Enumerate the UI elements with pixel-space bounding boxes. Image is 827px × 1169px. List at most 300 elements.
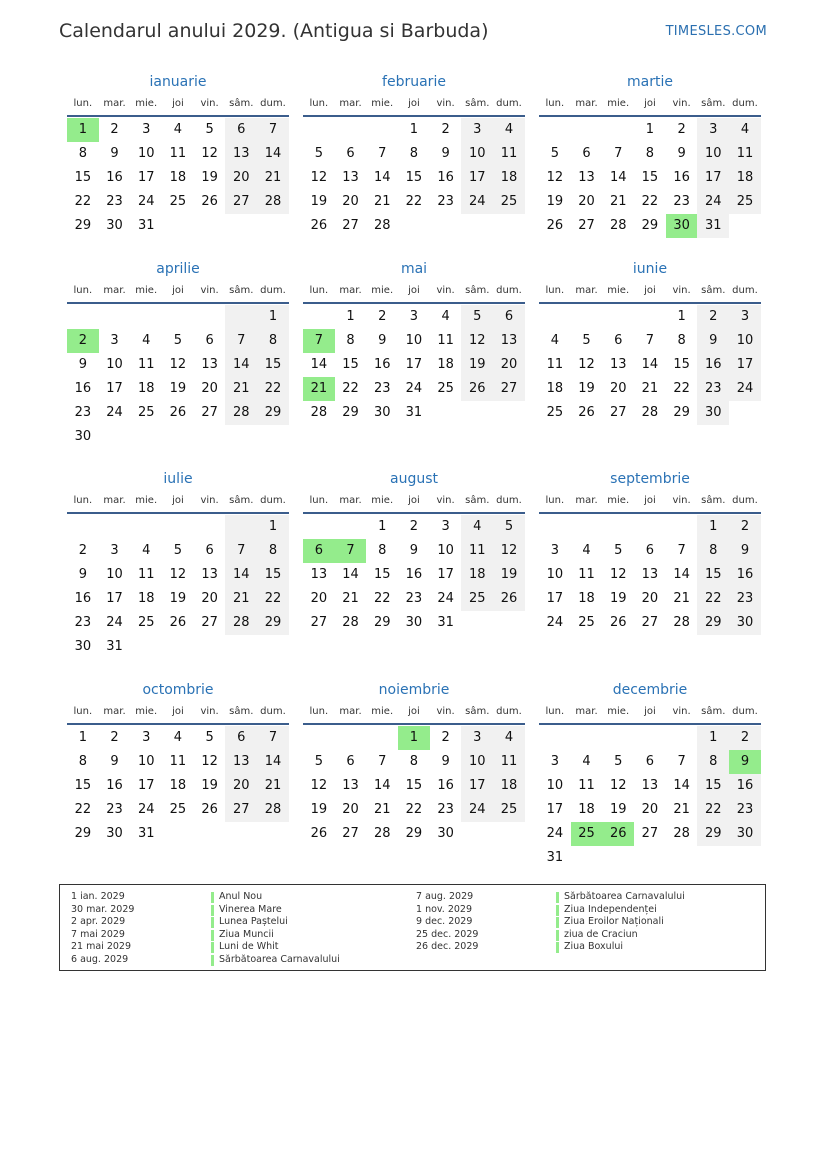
day-cell: 27 xyxy=(578,218,595,233)
day-cell: 25 xyxy=(493,798,525,822)
day-grid xyxy=(303,515,525,635)
day-cell: 6 xyxy=(582,146,591,161)
month-name: august xyxy=(390,471,438,487)
weekday-label: mie. xyxy=(371,285,394,296)
empty-cell xyxy=(571,305,603,329)
day-cell: 22 xyxy=(373,591,391,606)
holiday-day: 2 xyxy=(67,329,99,353)
weekday-label: mar. xyxy=(339,495,362,506)
day-cell: 21 xyxy=(673,802,690,817)
day-cell: 20 xyxy=(641,591,659,606)
weekday-label: lun. xyxy=(309,706,329,717)
empty-cell xyxy=(366,118,398,142)
weekday-label: vin. xyxy=(200,98,219,109)
day-cell: 8 xyxy=(697,539,729,563)
day-cell: 3 xyxy=(409,309,419,324)
day-cell: 8 xyxy=(78,754,87,769)
holiday-day: 26 xyxy=(602,822,634,846)
day-cell: 19 xyxy=(493,563,525,587)
day-cell: 20 xyxy=(310,591,328,606)
day-cell: 9 xyxy=(78,567,87,582)
day-cell: 10 xyxy=(546,567,564,582)
weekday-label: mar. xyxy=(103,285,126,296)
day-cell: 25 xyxy=(169,194,187,209)
day-cell: 10 xyxy=(137,146,155,161)
day-cell: 29 xyxy=(641,218,659,233)
day-cell: 16 xyxy=(373,357,391,372)
day-cell: 28 xyxy=(225,611,257,635)
weekday-label: mar. xyxy=(339,285,362,296)
day-cell: 11 xyxy=(578,778,595,793)
day-cell: 26 xyxy=(609,615,627,630)
weekday-label: joi xyxy=(172,706,184,717)
weekday-label: mie. xyxy=(371,98,394,109)
day-cell: 7 xyxy=(378,754,387,769)
day-cell: 19 xyxy=(310,194,328,209)
day-cell: 12 xyxy=(609,778,627,793)
day-cell: 13 xyxy=(225,142,257,166)
day-cell: 24 xyxy=(137,802,155,817)
day-cell: 9 xyxy=(78,357,87,372)
day-cell: 4 xyxy=(582,543,591,558)
day-cell: 31 xyxy=(137,218,155,233)
day-cell: 25 xyxy=(437,381,454,396)
day-cell: 31 xyxy=(137,826,155,841)
day-cell: 4 xyxy=(173,122,183,137)
day-cell: 6 xyxy=(205,333,214,348)
day-cell: 8 xyxy=(78,146,87,161)
day-cell: 20 xyxy=(578,194,595,209)
day-cell: 29 xyxy=(405,826,423,841)
weekday-label: joi xyxy=(172,98,184,109)
day-cell: 25 xyxy=(137,615,155,630)
weekday-label: sâm. xyxy=(465,495,490,506)
day-cell: 9 xyxy=(677,146,686,161)
day-cell: 27 xyxy=(201,405,218,420)
day-cell: 22 xyxy=(257,587,289,611)
empty-cell xyxy=(162,515,194,539)
day-cell: 11 xyxy=(729,142,761,166)
day-cell: 7 xyxy=(677,543,686,558)
weekday-label: joi xyxy=(644,495,656,506)
day-cell: 14 xyxy=(257,142,289,166)
legend-date: 21 mai 2029 xyxy=(71,941,132,953)
empty-cell xyxy=(99,305,131,329)
day-cell: 27 xyxy=(609,405,627,420)
day-cell: 18 xyxy=(729,166,761,190)
day-cell: 7 xyxy=(677,754,686,769)
weekday-header xyxy=(67,701,289,725)
day-cell: 26 xyxy=(310,218,328,233)
day-cell: 11 xyxy=(137,567,155,582)
day-cell: 31 xyxy=(697,214,729,238)
day-cell: 2 xyxy=(409,519,419,534)
weekday-header xyxy=(303,93,525,117)
day-cell: 21 xyxy=(257,774,289,798)
legend-holiday-name: Luni de Whit xyxy=(219,941,279,953)
legend-holiday-name: Vinerea Mare xyxy=(219,903,282,915)
month-octombrie xyxy=(67,679,289,846)
weekday-label: lun. xyxy=(545,495,565,506)
day-cell: 16 xyxy=(405,567,423,582)
day-cell: 6 xyxy=(614,333,623,348)
weekday-label: sâm. xyxy=(701,285,726,296)
legend-date: 7 aug. 2029 xyxy=(416,891,474,902)
day-cell: 8 xyxy=(378,543,387,558)
day-cell: 15 xyxy=(74,170,92,185)
day-cell: 18 xyxy=(493,166,525,190)
legend-color-marker xyxy=(211,955,214,966)
weekday-label: lun. xyxy=(73,495,93,506)
holiday-day: 9 xyxy=(729,750,761,774)
empty-cell xyxy=(666,726,698,750)
empty-cell xyxy=(634,726,666,750)
day-cell: 26 xyxy=(201,194,218,209)
month-aprilie xyxy=(67,258,289,449)
day-cell: 19 xyxy=(609,802,627,817)
day-cell: 23 xyxy=(673,194,690,209)
day-cell: 10 xyxy=(405,333,423,348)
legend-holiday-name: Ziua Independenței xyxy=(564,903,657,915)
day-cell: 4 xyxy=(441,309,450,324)
legend-color-marker xyxy=(556,930,559,941)
day-cell: 25 xyxy=(546,405,564,420)
day-cell: 27 xyxy=(310,615,328,630)
weekday-label: lun. xyxy=(73,98,93,109)
month-noiembrie xyxy=(303,679,525,846)
day-cell: 2 xyxy=(729,726,761,750)
brand-link[interactable]: TIMESLES.COM xyxy=(665,24,767,39)
day-cell: 16 xyxy=(673,170,690,185)
day-cell: 2 xyxy=(697,305,729,329)
day-cell: 12 xyxy=(310,170,328,185)
day-cell: 4 xyxy=(142,333,151,348)
day-cell: 9 xyxy=(441,754,450,769)
day-cell: 28 xyxy=(225,401,257,425)
day-cell: 4 xyxy=(493,726,525,750)
weekday-label: mar. xyxy=(575,495,598,506)
day-cell: 24 xyxy=(106,615,123,630)
day-cell: 1 xyxy=(78,730,87,745)
day-cell: 29 xyxy=(257,611,289,635)
day-cell: 7 xyxy=(257,118,289,142)
day-grid xyxy=(539,305,761,425)
weekday-label: mie. xyxy=(371,706,394,717)
day-cell: 2 xyxy=(378,309,387,324)
empty-cell xyxy=(602,515,634,539)
day-cell: 16 xyxy=(729,774,761,798)
month-august xyxy=(303,468,525,635)
weekday-label: dum. xyxy=(732,98,758,109)
day-cell: 14 xyxy=(257,750,289,774)
day-cell: 17 xyxy=(437,567,454,582)
weekday-header xyxy=(67,280,289,304)
weekday-label: lun. xyxy=(545,98,565,109)
holiday-day: 7 xyxy=(303,329,335,353)
day-cell: 6 xyxy=(645,754,655,769)
day-cell: 3 xyxy=(110,333,119,348)
day-cell: 29 xyxy=(74,826,92,841)
weekday-label: mie. xyxy=(371,495,394,506)
day-cell: 30 xyxy=(729,611,761,635)
day-cell: 5 xyxy=(461,305,493,329)
day-cell: 30 xyxy=(437,826,454,841)
day-cell: 20 xyxy=(201,591,218,606)
month-februarie xyxy=(303,71,525,238)
day-cell: 17 xyxy=(106,591,123,606)
weekday-label: dum. xyxy=(732,706,758,717)
day-cell: 11 xyxy=(493,142,525,166)
day-cell: 12 xyxy=(609,567,627,582)
day-cell: 9 xyxy=(378,333,387,348)
day-cell: 6 xyxy=(205,543,214,558)
legend-holiday-name: Anul Nou xyxy=(219,891,263,902)
day-cell: 8 xyxy=(346,333,355,348)
month-name: mai xyxy=(400,261,428,277)
day-cell: 22 xyxy=(257,377,289,401)
day-cell: 5 xyxy=(205,122,214,137)
weekday-label: mie. xyxy=(607,495,630,506)
legend-date: 9 dec. 2029 xyxy=(416,916,473,928)
empty-cell xyxy=(225,515,257,539)
month-name: decembrie xyxy=(612,682,688,698)
day-cell: 24 xyxy=(106,405,123,420)
day-grid xyxy=(67,305,289,449)
day-cell: 1 xyxy=(645,122,655,137)
day-cell: 11 xyxy=(169,146,187,161)
month-name: iulie xyxy=(163,471,193,487)
day-cell: 23 xyxy=(74,405,92,420)
day-cell: 17 xyxy=(461,774,493,798)
page-title: Calendarul anului 2029. (Antigua si Barbuda) xyxy=(59,20,489,42)
weekday-label: sâm. xyxy=(229,285,254,296)
day-cell: 9 xyxy=(110,754,119,769)
day-cell: 20 xyxy=(225,774,257,798)
legend-color-marker xyxy=(211,942,214,953)
weekday-label: joi xyxy=(172,285,184,296)
day-cell: 10 xyxy=(697,142,729,166)
day-cell: 12 xyxy=(169,357,187,372)
day-cell: 25 xyxy=(137,405,155,420)
day-cell: 3 xyxy=(461,726,493,750)
day-cell: 5 xyxy=(493,515,525,539)
day-cell: 28 xyxy=(257,190,289,214)
weekday-label: vin. xyxy=(436,495,455,506)
day-cell: 15 xyxy=(697,563,729,587)
day-cell: 30 xyxy=(697,401,729,425)
empty-cell xyxy=(666,515,698,539)
empty-cell xyxy=(67,305,99,329)
day-cell: 20 xyxy=(342,194,359,209)
day-cell: 14 xyxy=(225,563,257,587)
day-cell: 23 xyxy=(697,377,729,401)
day-cell: 25 xyxy=(169,802,187,817)
empty-cell xyxy=(634,515,666,539)
day-cell: 22 xyxy=(405,802,423,817)
day-cell: 16 xyxy=(729,563,761,587)
empty-cell xyxy=(571,515,603,539)
day-cell: 6 xyxy=(225,726,257,750)
day-cell: 4 xyxy=(550,333,559,348)
day-cell: 2 xyxy=(729,515,761,539)
day-cell: 14 xyxy=(373,778,391,793)
day-cell: 15 xyxy=(373,567,391,582)
day-cell: 10 xyxy=(461,750,493,774)
weekday-label: mar. xyxy=(339,706,362,717)
weekday-label: vin. xyxy=(436,285,455,296)
day-cell: 20 xyxy=(609,381,627,396)
day-cell: 24 xyxy=(461,190,493,214)
day-cell: 21 xyxy=(373,802,391,817)
day-cell: 27 xyxy=(641,826,659,841)
empty-cell xyxy=(130,515,162,539)
weekday-label: dum. xyxy=(732,495,758,506)
day-grid xyxy=(67,118,289,238)
weekday-label: lun. xyxy=(73,285,93,296)
weekday-label: dum. xyxy=(732,285,758,296)
weekday-label: dum. xyxy=(496,98,522,109)
day-cell: 17 xyxy=(546,591,564,606)
weekday-label: mie. xyxy=(135,285,158,296)
day-cell: 26 xyxy=(546,218,564,233)
day-cell: 11 xyxy=(493,750,525,774)
month-iulie xyxy=(67,468,289,659)
day-cell: 5 xyxy=(314,754,323,769)
weekday-label: vin. xyxy=(672,495,691,506)
weekday-label: joi xyxy=(408,285,420,296)
weekday-label: mar. xyxy=(103,495,126,506)
day-cell: 25 xyxy=(493,190,525,214)
weekday-label: lun. xyxy=(309,285,329,296)
holiday-day: 1 xyxy=(67,118,99,142)
legend-date: 7 mai 2029 xyxy=(71,928,125,940)
weekday-label: mar. xyxy=(103,98,126,109)
weekday-label: joi xyxy=(172,495,184,506)
weekday-label: vin. xyxy=(672,285,691,296)
day-cell: 8 xyxy=(677,333,686,348)
day-cell: 12 xyxy=(578,357,595,372)
day-cell: 28 xyxy=(373,218,391,233)
day-cell: 15 xyxy=(641,170,659,185)
day-cell: 19 xyxy=(169,591,187,606)
day-cell: 5 xyxy=(550,146,559,161)
day-cell: 19 xyxy=(201,170,218,185)
weekday-label: dum. xyxy=(496,495,522,506)
month-name: septembrie xyxy=(610,471,690,487)
month-mai xyxy=(303,258,525,425)
day-cell: 6 xyxy=(346,754,355,769)
day-cell: 28 xyxy=(641,405,659,420)
day-cell: 22 xyxy=(697,798,729,822)
day-cell: 22 xyxy=(673,381,690,396)
day-cell: 27 xyxy=(493,377,525,401)
day-cell: 5 xyxy=(205,730,214,745)
day-cell: 2 xyxy=(441,122,450,137)
day-cell: 14 xyxy=(673,778,690,793)
day-cell: 7 xyxy=(645,333,655,348)
day-cell: 21 xyxy=(373,194,391,209)
day-cell: 10 xyxy=(106,567,123,582)
day-cell: 2 xyxy=(110,122,119,137)
day-cell: 17 xyxy=(546,802,564,817)
weekday-label: mar. xyxy=(339,98,362,109)
day-cell: 31 xyxy=(437,615,454,630)
day-cell: 18 xyxy=(137,381,155,396)
day-cell: 12 xyxy=(201,754,218,769)
day-cell: 7 xyxy=(378,146,387,161)
day-cell: 17 xyxy=(697,166,729,190)
day-cell: 1 xyxy=(697,515,729,539)
day-cell: 8 xyxy=(697,750,729,774)
day-cell: 23 xyxy=(405,591,423,606)
day-cell: 27 xyxy=(342,218,359,233)
day-cell: 25 xyxy=(461,587,493,611)
day-cell: 2 xyxy=(677,122,686,137)
day-cell: 11 xyxy=(461,539,493,563)
empty-cell xyxy=(303,305,335,329)
weekday-label: mie. xyxy=(607,285,630,296)
empty-cell xyxy=(67,515,99,539)
weekday-label: sâm. xyxy=(229,706,254,717)
day-cell: 26 xyxy=(201,802,218,817)
day-cell: 14 xyxy=(641,357,659,372)
day-cell: 25 xyxy=(578,615,595,630)
day-cell: 18 xyxy=(578,591,595,606)
holiday-legend xyxy=(59,884,766,971)
day-cell: 19 xyxy=(609,591,627,606)
day-cell: 30 xyxy=(106,826,123,841)
day-cell: 4 xyxy=(582,754,591,769)
day-cell: 14 xyxy=(310,357,328,372)
day-cell: 3 xyxy=(550,543,559,558)
day-cell: 20 xyxy=(493,353,525,377)
empty-cell xyxy=(335,726,367,750)
empty-cell xyxy=(335,515,367,539)
day-cell: 17 xyxy=(137,778,155,793)
weekday-label: vin. xyxy=(672,98,691,109)
empty-cell xyxy=(539,726,571,750)
weekday-label: lun. xyxy=(545,285,565,296)
day-cell: 1 xyxy=(697,726,729,750)
empty-cell xyxy=(194,515,226,539)
day-grid xyxy=(539,515,761,635)
day-cell: 16 xyxy=(697,353,729,377)
day-cell: 18 xyxy=(578,802,595,817)
legend-color-marker xyxy=(211,892,214,903)
day-cell: 30 xyxy=(729,822,761,846)
day-cell: 23 xyxy=(437,802,454,817)
day-grid xyxy=(67,726,289,846)
empty-cell xyxy=(602,118,634,142)
day-cell: 3 xyxy=(697,118,729,142)
day-cell: 24 xyxy=(461,798,493,822)
day-grid xyxy=(303,118,525,238)
legend-date: 30 mar. 2029 xyxy=(71,903,135,915)
holiday-day: 6 xyxy=(303,539,335,563)
legend-date: 25 dec. 2029 xyxy=(416,928,479,940)
day-grid xyxy=(539,726,761,870)
empty-cell xyxy=(602,726,634,750)
day-cell: 29 xyxy=(342,405,359,420)
day-cell: 18 xyxy=(169,778,187,793)
weekday-label: joi xyxy=(644,706,656,717)
day-cell: 12 xyxy=(493,539,525,563)
legend-color-marker xyxy=(211,917,214,928)
day-cell: 5 xyxy=(614,543,623,558)
month-septembrie xyxy=(539,468,761,635)
day-cell: 5 xyxy=(314,146,323,161)
day-cell: 15 xyxy=(257,563,289,587)
